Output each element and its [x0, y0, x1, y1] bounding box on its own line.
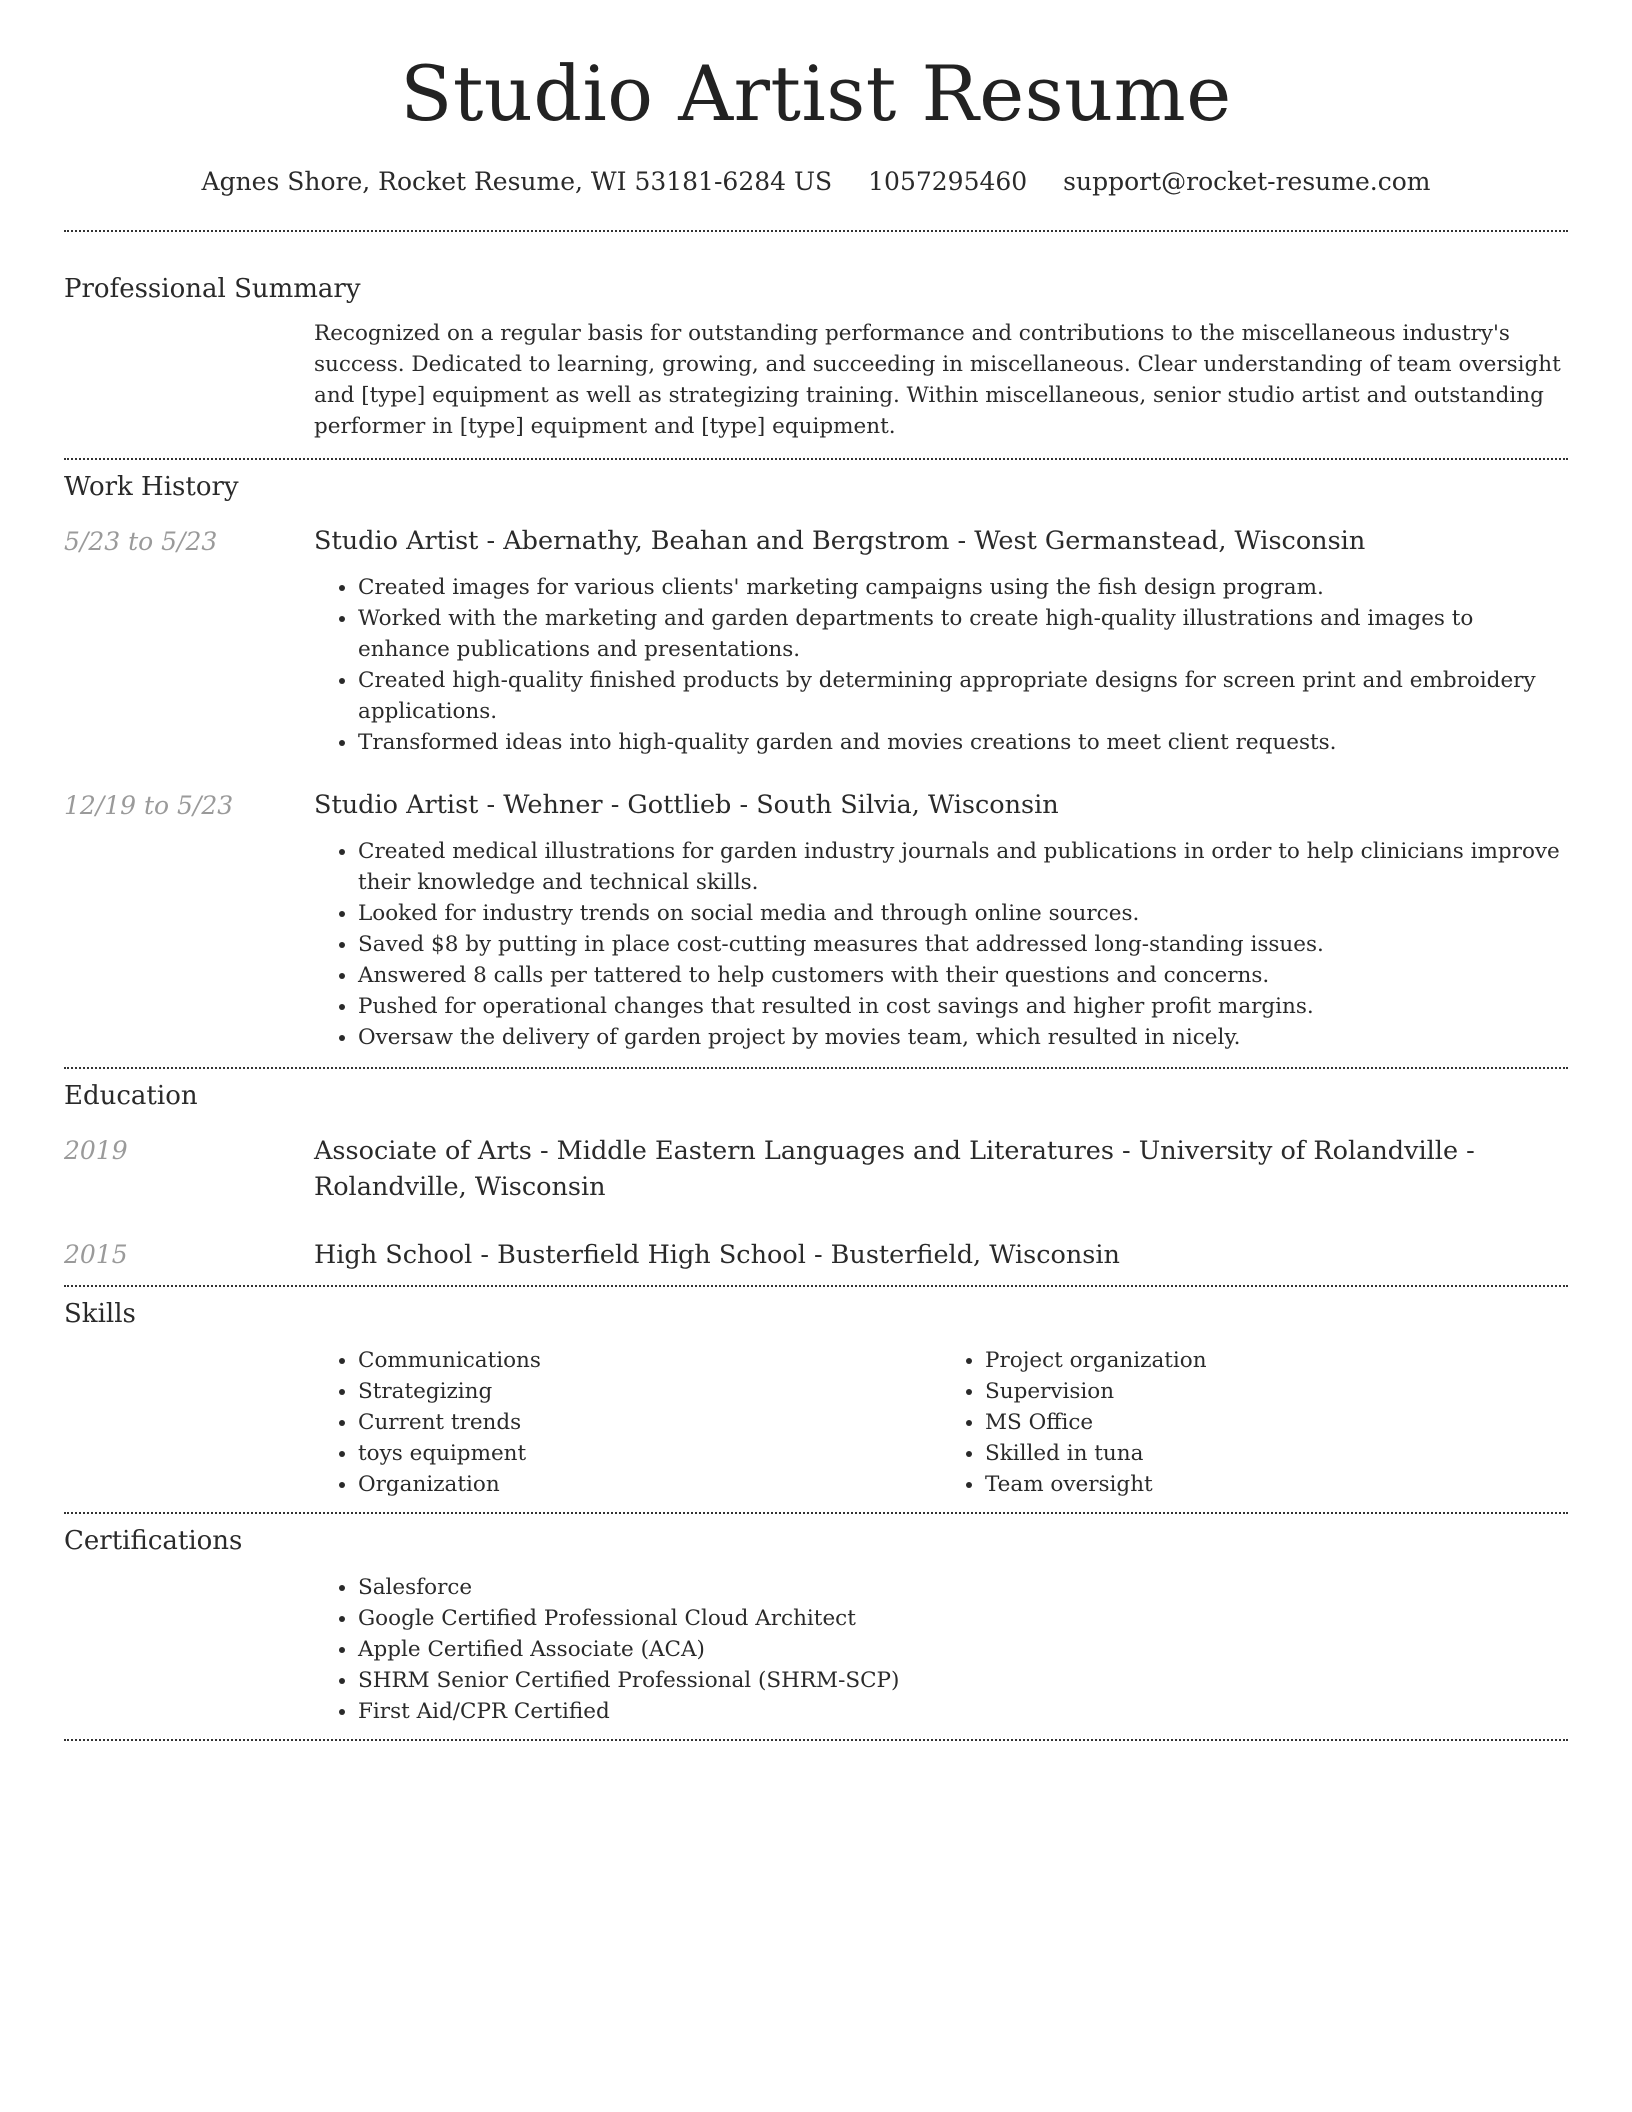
section-heading-skills: Skills — [64, 1298, 136, 1329]
skills-section — [64, 1287, 1568, 1500]
job-duty-item: • Saved $8 by putting in place cost-cutting measures that addressed long-standing issues. — [358, 929, 1568, 960]
certifications-list — [314, 1572, 1568, 1727]
job-duty-item: • Transformed ideas into high-quality garden and movies creations to meet client requests. — [358, 727, 1568, 758]
job-duty-item: • Answered 8 calls per tattered to help customers with their questions and concerns. — [358, 960, 1568, 991]
section-heading-work: Work History — [64, 472, 239, 503]
job-dates: 12/19 to 5/23 — [64, 790, 234, 820]
certification-item: • SHRM Senior Certified Professional (SHRM-SCP) — [358, 1665, 1568, 1696]
certification-item: • Google Certified Professional Cloud Architect — [358, 1603, 1568, 1634]
skills-list-left — [314, 1345, 941, 1500]
resume-title: Studio Artist Resume — [400, 49, 1232, 138]
skill-item: • Team oversight — [985, 1469, 1568, 1500]
certification-item: • Apple Certified Associate (ACA) — [358, 1634, 1568, 1665]
contact-address: Agnes Shore, Rocket Resume, WI 53181-6284 US — [201, 167, 833, 197]
job-duty-item: • Created high-quality finished products by determining appropriate designs for screen print and embroidery applications. — [358, 665, 1568, 727]
skill-item: • Current trends — [358, 1407, 941, 1438]
job-entry — [64, 524, 1568, 758]
job-dates: 5/23 to 5/23 — [64, 527, 218, 557]
skill-item: • Project organization — [985, 1345, 1568, 1376]
section-heading-summary: Professional Summary — [64, 274, 361, 305]
contact-email: support@rocket-resume.com — [1063, 167, 1431, 197]
skill-item: • Organization — [358, 1469, 941, 1500]
education-year: 2019 — [64, 1135, 128, 1165]
education-entry — [64, 1237, 1568, 1273]
certification-item: • Salesforce — [358, 1572, 1568, 1603]
certifications-section — [64, 1514, 1568, 1727]
job-duty-item: • Created images for various clients' marketing campaigns using the fish design program. — [358, 572, 1568, 603]
summary-text: Recognized on a regular basis for outstanding performance and contributions to the miscellaneous industry's success. Dedicated to learning, growing, and succeeding in miscellaneous. Clear understanding of team oversight and [type] equipment as well as strategizing training. Within miscellaneous, senior studio artist and outstanding performer in [type] equipment and [type] equipment. — [314, 321, 1561, 440]
education-title: High School - Busterfield High School - Busterfield, Wisconsin — [314, 1239, 1120, 1270]
section-divider — [64, 1739, 1568, 1741]
contact-phone: 1057295460 — [868, 167, 1028, 197]
education-year: 2015 — [64, 1239, 128, 1269]
job-duty-item: • Looked for industry trends on social media and through online sources. — [358, 898, 1568, 929]
work-history-section — [64, 460, 1568, 1052]
skill-item: • toys equipment — [358, 1438, 941, 1469]
job-duty-item: • Oversaw the delivery of garden project by movies team, which resulted in nicely. — [358, 1022, 1568, 1053]
section-heading-certifications: Certifications — [64, 1525, 243, 1556]
job-title: Studio Artist - Abernathy, Beahan and Bergstrom - West Germanstead, Wisconsin — [314, 526, 1366, 557]
education-section — [64, 1069, 1568, 1273]
job-entry — [64, 788, 1568, 1053]
job-duties — [314, 572, 1568, 758]
education-title: Associate of Arts - Middle Eastern Languages and Literatures - University of Rolandville - Rolandville, Wisconsin — [314, 1135, 1475, 1202]
skill-item: • MS Office — [985, 1407, 1568, 1438]
skill-item: • Supervision — [985, 1376, 1568, 1407]
summary-section — [64, 232, 1568, 442]
skills-list-right — [941, 1345, 1568, 1500]
education-entry — [64, 1133, 1568, 1205]
job-duty-item: • Worked with the marketing and garden departments to create high-quality illustrations and images to enhance publications and presentations. — [358, 603, 1568, 665]
skill-item: • Communications — [358, 1345, 941, 1376]
section-heading-education: Education — [64, 1080, 198, 1111]
job-title: Studio Artist - Wehner - Gottlieb - South Silvia, Wisconsin — [314, 789, 1059, 820]
certification-item: • First Aid/CPR Certified — [358, 1696, 1568, 1727]
job-duty-item: • Created medical illustrations for garden industry journals and publications in order to help clinicians improve their knowledge and technical skills. — [358, 836, 1568, 898]
contact-line — [64, 167, 1568, 196]
skill-item: • Skilled in tuna — [985, 1438, 1568, 1469]
job-duty-item: • Pushed for operational changes that resulted in cost savings and higher profit margins. — [358, 991, 1568, 1022]
skill-item: • Strategizing — [358, 1376, 941, 1407]
job-duties — [314, 836, 1568, 1053]
